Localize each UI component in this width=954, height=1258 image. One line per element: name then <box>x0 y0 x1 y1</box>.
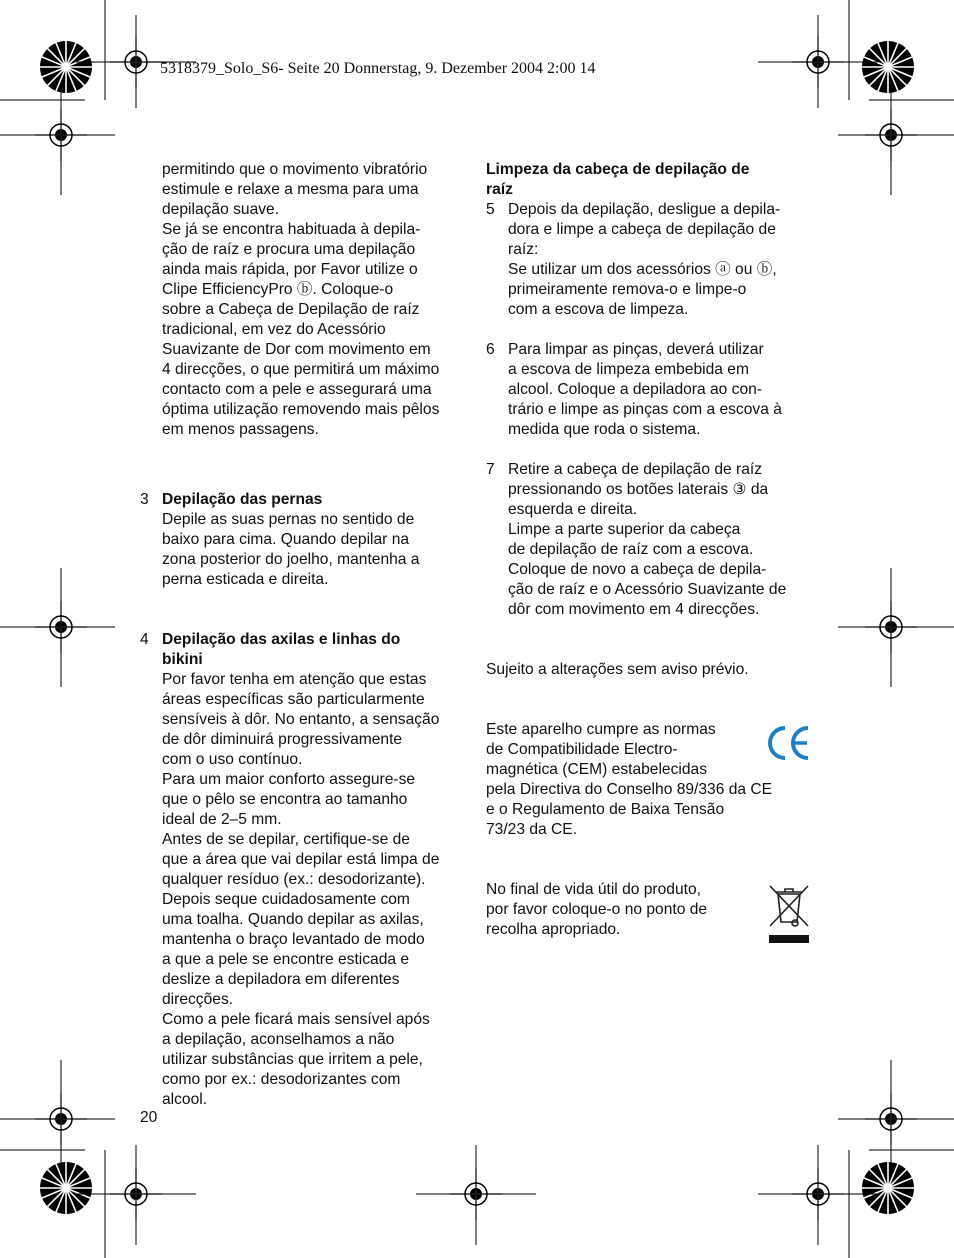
ce-compliance-text-b: pela Directiva do Conselho 89/336 da CE e o Regulamento de Baixa Tensão 73/23 da CE. <box>486 781 773 838</box>
step-5 <box>486 200 816 320</box>
change-notice: Sujeito a alterações sem aviso prévio. <box>486 661 749 678</box>
page-number: 20 <box>140 1109 158 1126</box>
disposal-text: No final de vida útil do produto, por favor coloque-o no ponto de recolha apropriado. <box>486 881 708 938</box>
section-title-legs: Depilação das pernas <box>162 491 323 508</box>
section-number-4: 4 <box>140 631 149 648</box>
crossed-out-wheelie-bin-icon <box>766 882 812 946</box>
section-text-legs: Depile as suas pernas no sentido de baixo para cima. Quando depilar na zona posterior do joelho, mantenha a perna esticada e direita. <box>162 511 420 588</box>
print-slug-header: 5318379_Solo_S6- Seite 20 Donnerstag, 9. Dezember 2004 2:00 14 <box>160 60 596 77</box>
intro-paragraph: permitindo que o movimento vibratório estimule e relaxe a mesma para uma depilação suave. Se já se encontra habituada à depila- ção de raíz e procura uma depilação ainda mais rápida, por Favor utilize o Clipe EfficiencyPro ⓑ. Coloque-o sobre a Cabeça de Depilação de raíz tradicional, em vez do Acessório Suavizante de Dor com movimento em 4 direcções, o que permitirá um máximo contacto com a pele e assegurará uma óptima utilização removendo mais pêlos em menos passagens. <box>162 161 440 438</box>
section-title-underarms: Depilação das axilas e linhas do bikini <box>162 631 401 668</box>
ce-mark-icon <box>764 722 812 764</box>
left-column <box>140 160 465 1110</box>
step-number-5: 5 <box>486 201 495 218</box>
step-number-6: 6 <box>486 341 495 358</box>
section-text-underarms: Por favor tenha em atenção que estas áreas específicas são particularmente sensíveis à dôr. No entanto, a sensação de dôr diminuirá progressivamente com o uso contínuo. Para um maior conforto assegure-se que o pêlo se encontra ao tamanho ideal de 2–5 mm. Antes de se depilar, certifique-se de que a área que vai depilar está limpa de qualquer resíduo (ex.: desodorizante). Depois seque cuidadosamente com uma toalha. Quando depilar as axilas, mantenha o braço levantado de modo a que a pele se encontre esticada e deslize a depiladora em diferentes direcções. Como a pele ficará mais sensível após a depilação, aconselhamos a não utilizar substâncias que irritem a pele, como por ex.: desodorizantes com alcool. <box>162 671 440 1108</box>
step-text-6: Para limpar as pinças, deverá utilizar a escova de limpeza embebida em alcool. Coloque a depiladora ao con- trário e limpe as pinças com a escova à medida que roda o sistema. <box>508 341 782 438</box>
ce-compliance-text-a: Este aparelho cumpre as normas de Compatibilidade Electro- magnética (CEM) estabelecidas <box>486 721 716 778</box>
section-number-3: 3 <box>140 491 149 508</box>
step-6 <box>486 340 816 440</box>
section-underarms-bikini <box>140 630 465 1110</box>
step-number-7: 7 <box>486 461 495 478</box>
step-7 <box>486 460 816 620</box>
section-legs <box>140 490 465 590</box>
step-text-5: Depois da depilação, desligue a depila- dora e limpe a cabeça de depilação de raíz: Se utilizar um dos acessórios ⓐ ou ⓑ, primeiramente remova-o e limpe-o com a escova de limpeza. <box>508 201 781 318</box>
right-column <box>486 160 816 940</box>
cleaning-heading: Limpeza da cabeça de depilação de raíz <box>486 161 750 198</box>
step-text-7: Retire a cabeça de depilação de raíz pressionando os botões laterais ③ da esquerda e direita. Limpe a parte superior da cabeça de depilação de raíz com a escova. Coloque de novo a cabeça de depila- ção de raíz e o Acessório Suavizante de dôr com movimento em 4 direcções. <box>508 461 787 618</box>
